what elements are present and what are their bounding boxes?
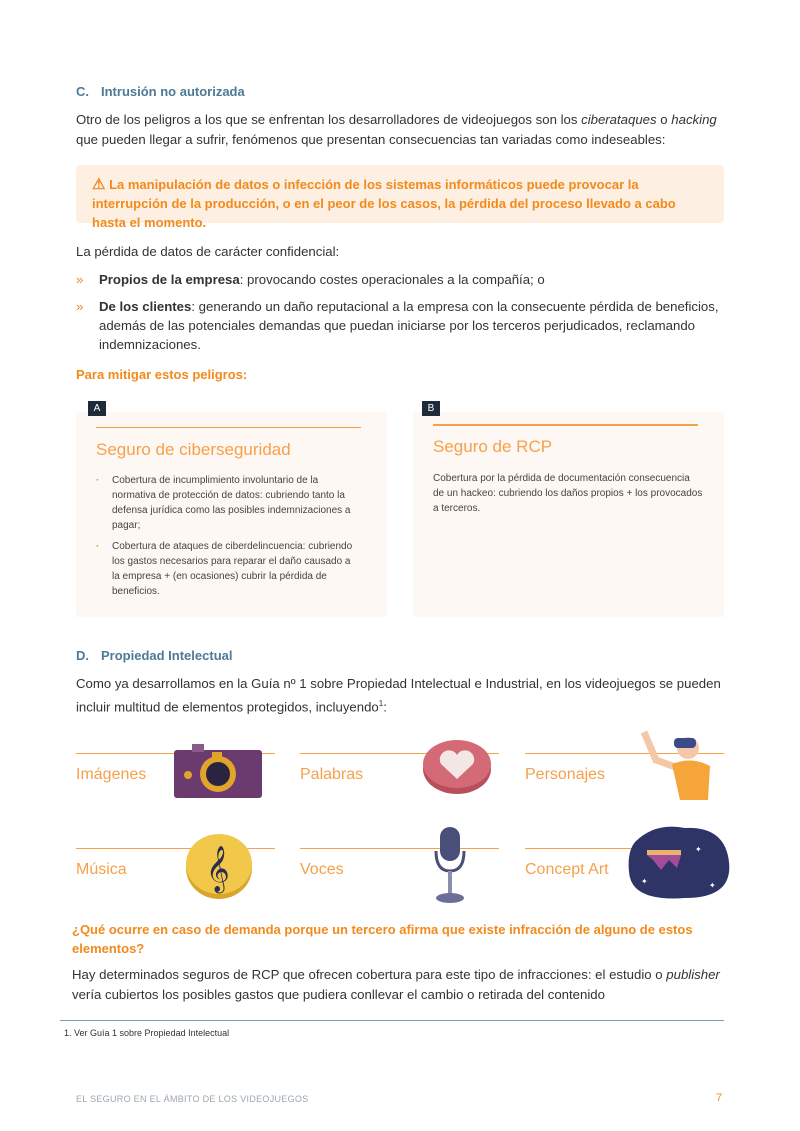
svg-text:✦: ✦ (695, 845, 702, 854)
item-label: Concept Art (525, 861, 609, 878)
loss-intro: La pérdida de datos de carácter confidencial: (76, 244, 340, 259)
list-item: · Cobertura de incumplimiento involuntario de la normativa de protección de datos: cubriendo tanto la defensa jurídica como las posibles indemnizaciones a pagar; (96, 473, 361, 533)
divider (96, 427, 361, 428)
item-label: Música (76, 861, 127, 878)
card-tag: A (88, 401, 106, 416)
divider (300, 848, 499, 849)
microphone-icon (432, 825, 468, 905)
answer-text: Hay determinados seguros de RCP que ofrecen cobertura para este tipo de infracciones: el estudio o publisher vería cubiertos los posibles gastos que pudiera conllevar el cambio o retirada del contenido (72, 967, 720, 1002)
card-title: Seguro de ciberseguridad (96, 440, 291, 459)
music-note-icon (184, 830, 254, 900)
concept-art-icon (625, 822, 733, 902)
mitigate-heading: Para mitigar estos peligros: (76, 367, 248, 382)
section-c-intro: Otro de los peligros a los que se enfrentan los desarrolladores de videojuegos son los ciberataques o hacking que pueden llegar a sufrir, fenómenos que presentan consecuencias tan variadas como indeseables: (76, 112, 717, 147)
loss-list (76, 270, 726, 354)
camera-icon (172, 742, 264, 800)
footer-title: EL SEGURO EN EL ÁMBITO DE LOS VIDEOJUEGOS (76, 1094, 309, 1104)
character-icon (636, 726, 720, 802)
item-label: Palabras (300, 766, 364, 783)
heart-icon (421, 737, 493, 795)
list-item: » De los clientes: generando un daño reputacional a la empresa con la consecuente pérdida de beneficios, además de las potenciales demandas que puedan iniciarse por los terceros perjudicados, reclamando indemnizaciones. (76, 297, 726, 354)
card-title: Seguro de RCP (433, 437, 553, 456)
item-label: Personajes (525, 766, 606, 783)
card-text: Cobertura por la pérdida de documentación consecuencia de un hackeo: cubriendo los daños propios + los provocados a terceros. (433, 473, 703, 514)
card-list (96, 473, 361, 605)
question-heading: ¿Qué ocurre en caso de demanda porque un tercero afirma que existe infracción de alguno de estos elementos? (72, 922, 693, 956)
card-tag: B (422, 401, 440, 416)
footnote-divider (60, 1020, 724, 1021)
list-item: · Cobertura de ataques de ciberdelincuencia: cubriendo los gastos necesarios para reparar el daño causado a la empresa + (en ocasiones) cubrir la pérdida de beneficios. (96, 539, 361, 599)
svg-text:✦: ✦ (709, 881, 716, 890)
svg-text:𝄞: 𝄞 (206, 846, 230, 892)
item-label: Voces (300, 861, 344, 878)
svg-text:✦: ✦ (641, 877, 648, 886)
page-number: 7 (716, 1092, 723, 1104)
section-d-intro: Como ya desarrollamos en la Guía nº 1 sobre Propiedad Intelectual e Industrial, en los videojuegos se pueden incluir multitud de elementos protegidos, incluyendo$^1$: (76, 676, 721, 715)
list-item: » Propios de la empresa: provocando costes operacionales a la compañía; o (76, 270, 726, 289)
warning-callout: ⚠ La manipulación de datos o infección de los sistemas informáticos puede provocar la interrupción de la producción, o en el peor de los casos, la pérdida del proceso llevado a cabo hasta el momento. (76, 165, 724, 223)
section-d-heading: D. Propiedad Intelectual (76, 648, 233, 663)
warning-icon: ⚠ (92, 176, 106, 193)
footnote: 1. Ver Guía 1 sobre Propiedad Intelectual (64, 1028, 230, 1038)
section-c-heading: C. Intrusión no autorizada (76, 84, 245, 99)
item-label: Imágenes (76, 766, 147, 783)
divider (433, 424, 698, 426)
